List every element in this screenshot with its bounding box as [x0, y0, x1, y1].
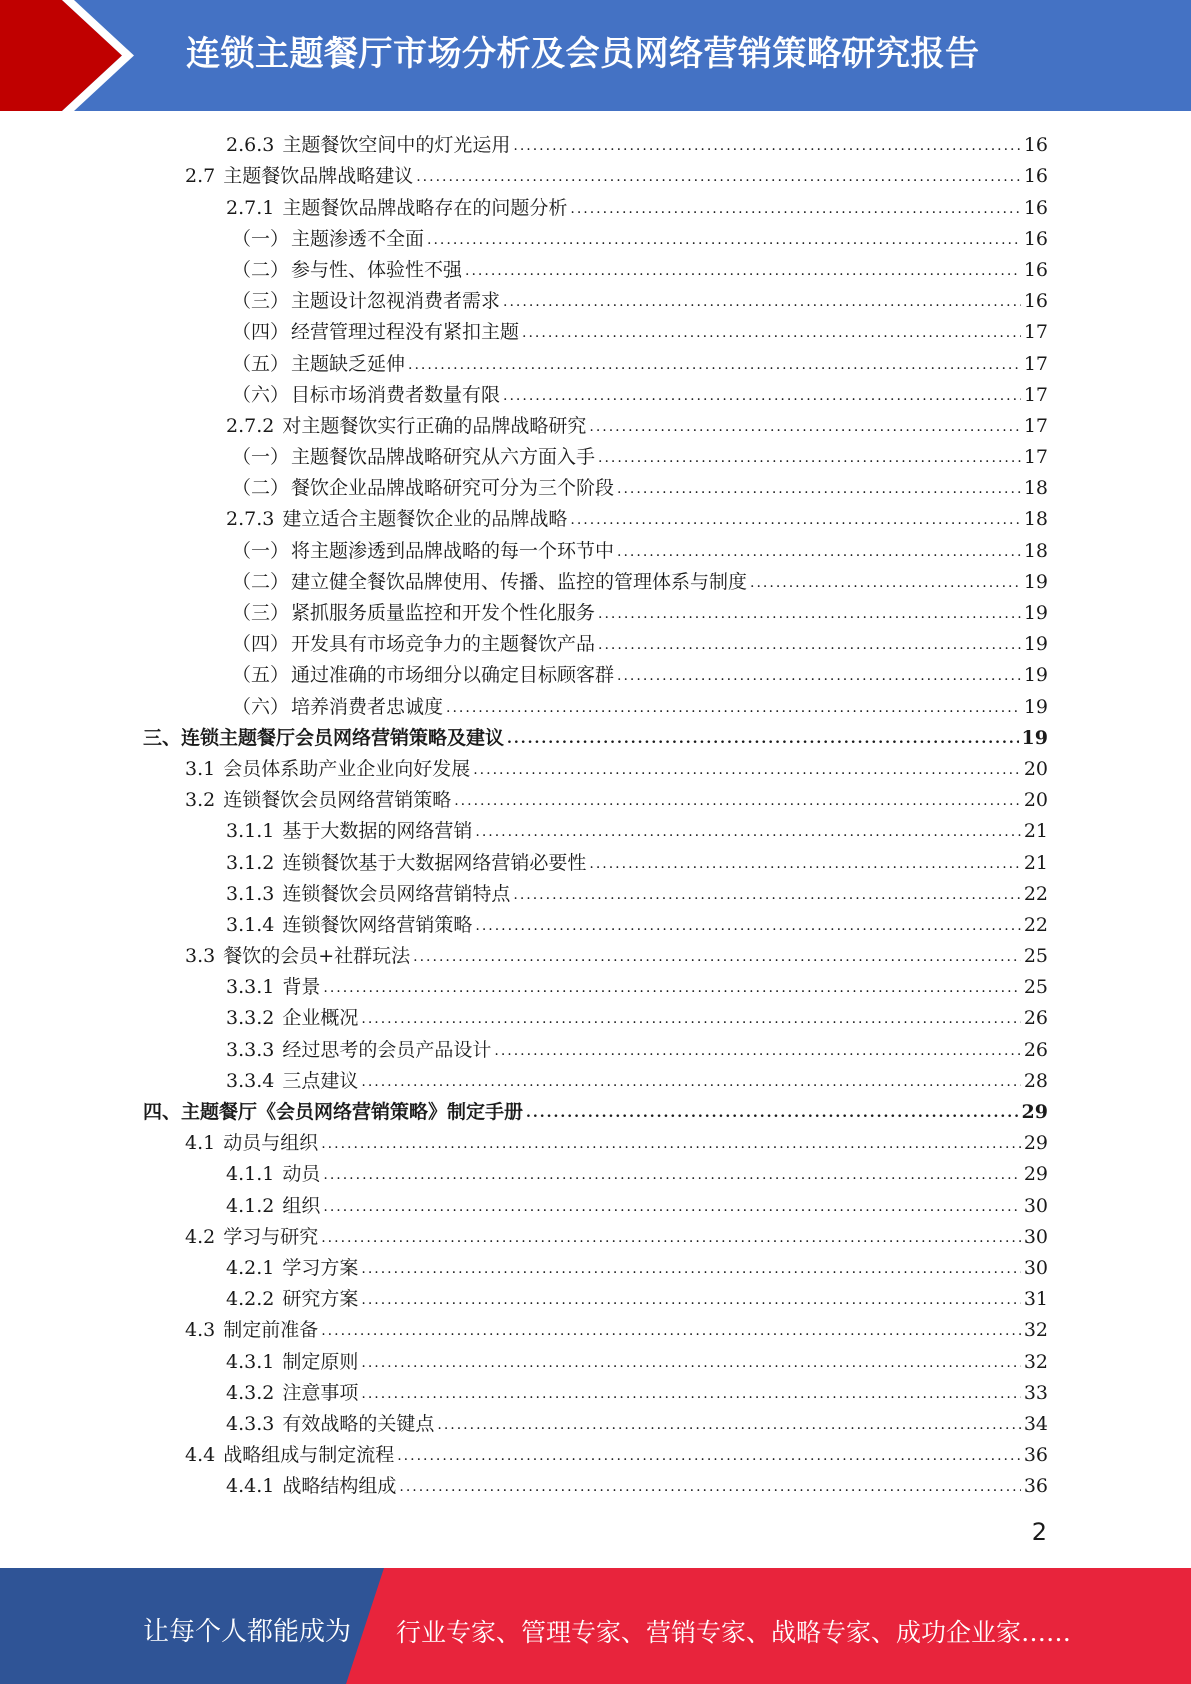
toc-entry-title: 主题缺乏延伸: [291, 352, 406, 375]
toc-entry-number: （五）: [232, 664, 290, 687]
toc-entry-number: 3.1: [185, 757, 216, 780]
toc-entry-title: 目标市场消费者数量有限: [291, 383, 501, 406]
toc-entry[interactable]: [0, 1343, 1191, 1374]
toc-entry-title: 培养消费者忠诚度: [291, 695, 444, 718]
toc-entry-page: 21: [1023, 851, 1048, 874]
toc-dot-leader: [513, 883, 1020, 907]
toc-entry-title: 动员: [282, 1163, 321, 1186]
toc-entry[interactable]: [0, 127, 1191, 158]
footer-slogan-right: 行业专家、管理专家、营销专家、战略专家、成功企业家……: [396, 1618, 1072, 1647]
toc-entry-title: 建立健全餐饮品牌使用、传播、监控的管理体系与制度: [291, 570, 748, 593]
toc-entry[interactable]: [0, 345, 1191, 376]
toc-entry-number: 3.1.1: [226, 820, 275, 843]
toc-entry-title: 三点建议: [282, 1069, 359, 1092]
toc-dot-leader: [321, 1226, 1021, 1250]
toc-dot-leader: [427, 228, 1021, 252]
toc-entry-title: 制定原则: [282, 1350, 359, 1373]
toc-entry-page: 29: [1023, 1163, 1048, 1186]
toc-dot-leader: [361, 1351, 1020, 1375]
toc-entry-number: 3.1.2: [226, 851, 275, 874]
toc-entry-number: （二）: [232, 570, 290, 593]
toc-entry-page: 33: [1023, 1381, 1048, 1404]
toc-entry[interactable]: [0, 1156, 1191, 1187]
toc-entry-title: 开发具有市场竞争力的主题餐饮产品: [291, 633, 596, 656]
toc-entry-number: 2.7.3: [226, 508, 275, 531]
toc-entry[interactable]: [0, 782, 1191, 813]
toc-dot-leader: [589, 852, 1020, 876]
toc-dot-leader: [361, 1257, 1020, 1281]
toc-entry-title: 餐饮企业品牌战略研究可分为三个阶段: [291, 477, 615, 500]
toc-entry-title: 研究方案: [282, 1288, 359, 1311]
toc-dot-leader: [321, 1319, 1021, 1343]
toc-entry-page: 18: [1023, 508, 1048, 531]
toc-entry-title: 制定前准备: [223, 1319, 319, 1342]
toc-entry[interactable]: [0, 938, 1191, 969]
toc-entry-title: 参与性、体验性不强: [291, 258, 463, 281]
toc-entry-title: 战略结构组成: [282, 1475, 397, 1498]
toc-entry-title: 主题餐饮品牌战略研究从六方面入手: [291, 446, 596, 469]
toc-entry-page: 17: [1023, 321, 1048, 344]
toc-entry[interactable]: [0, 314, 1191, 345]
toc-dot-leader: [526, 1101, 1019, 1125]
toc-entry[interactable]: [0, 657, 1191, 688]
toc-dot-leader: [446, 696, 1021, 720]
toc-entry-page: 26: [1023, 1038, 1048, 1061]
toc-entry-title: 连锁餐饮网络营销策略: [282, 913, 473, 936]
toc-entry-number: （三）: [232, 602, 290, 624]
toc-dot-leader: [321, 1132, 1021, 1156]
toc-entry[interactable]: [0, 1000, 1191, 1031]
toc-dot-leader: [408, 353, 1021, 377]
toc-entry-number: 4.2.2: [226, 1288, 275, 1311]
toc-entry-number: （四）: [232, 321, 290, 344]
toc-entry-title: 背景: [282, 976, 321, 999]
toc-entry-title: 主题餐饮品牌战略建议: [223, 165, 414, 188]
toc-entry-number: （五）: [232, 352, 290, 375]
toc-entry-title: 基于大数据的网络营销: [282, 820, 473, 843]
toc-dot-leader: [361, 1288, 1020, 1312]
toc-entry-page: 31: [1023, 1288, 1048, 1311]
toc-entry[interactable]: [0, 221, 1191, 252]
toc-entry[interactable]: [0, 283, 1191, 314]
toc-dot-leader: [323, 1163, 1020, 1187]
toc-dot-leader: [750, 571, 1021, 595]
toc-entry-number: 4.3.2: [226, 1381, 275, 1404]
toc-entry-number: （一）: [232, 446, 290, 469]
toc-entry-page: 30: [1023, 1194, 1048, 1217]
toc-entry-page: 17: [1023, 352, 1048, 375]
toc-entry-page: 16: [1023, 290, 1048, 313]
toc-entry-title: 将主题渗透到品牌战略的每一个环节中: [291, 539, 615, 562]
toc-entry[interactable]: [0, 532, 1191, 563]
toc-entry-number: （三）: [232, 290, 290, 313]
toc-entry-page: 25: [1023, 976, 1048, 999]
toc-entry[interactable]: [0, 470, 1191, 501]
toc-entry-title: 组织: [282, 1194, 321, 1217]
toc-entry-number: （二）: [232, 258, 290, 281]
toc-entry[interactable]: [0, 1125, 1191, 1156]
toc-entry-page: 28: [1023, 1069, 1048, 1092]
toc-entry[interactable]: [0, 595, 1191, 626]
toc-entry-number: 3.3.2: [226, 1007, 275, 1030]
toc-entry-title: 学习方案: [282, 1256, 359, 1279]
toc-entry[interactable]: [0, 751, 1191, 782]
toc-entry[interactable]: [0, 1187, 1191, 1218]
toc-entry[interactable]: [0, 1063, 1191, 1094]
toc-dot-leader: [598, 446, 1021, 470]
toc-entry-page: 20: [1023, 757, 1048, 780]
toc-entry[interactable]: [0, 1437, 1191, 1468]
toc-entry[interactable]: [0, 626, 1191, 657]
toc-entry[interactable]: [0, 1094, 1191, 1125]
toc-entry[interactable]: [0, 1250, 1191, 1281]
toc-entry-number: 4.2: [185, 1225, 216, 1248]
toc-entry-number: 3.1.3: [226, 882, 275, 905]
toc-dot-leader: [570, 197, 1020, 221]
toc-dot-leader: [465, 259, 1021, 283]
toc-dot-leader: [507, 727, 1019, 751]
toc-entry-title: 会员体系助产业企业向好发展: [223, 757, 471, 780]
toc-entry-page: 21: [1023, 820, 1048, 843]
toc-entry-page: 17: [1023, 446, 1048, 469]
toc-entry-page: 36: [1023, 1475, 1048, 1498]
toc-entry-title: 建立适合主题餐饮企业的品牌战略: [282, 508, 568, 531]
toc-entry-number: 3.3.3: [226, 1038, 275, 1061]
toc-entry-title: 三、连锁主题餐厅会员网络营销策略及建议: [143, 726, 505, 749]
toc-dot-leader: [416, 165, 1021, 189]
toc-entry-title: 连锁餐饮会员网络营销特点: [282, 882, 511, 905]
toc-entry[interactable]: [0, 377, 1191, 408]
toc-entry-number: 2.7.1: [226, 196, 275, 219]
toc-entry-number: （一）: [232, 227, 290, 250]
toc-dot-leader: [522, 321, 1021, 345]
toc-entry-title: 四、主题餐厅《会员网络营销策略》制定手册: [143, 1101, 524, 1123]
toc-entry-number: 3.3.4: [226, 1069, 275, 1092]
table-of-contents: [0, 127, 1191, 1499]
toc-entry-title: 经过思考的会员产品设计: [282, 1038, 492, 1061]
toc-entry-number: 3.3.1: [226, 976, 275, 999]
toc-dot-leader: [513, 134, 1020, 158]
toc-dot-leader: [617, 540, 1021, 564]
toc-entry-page: 16: [1023, 134, 1048, 157]
toc-dot-leader: [413, 945, 1021, 969]
toc-entry[interactable]: [0, 1375, 1191, 1406]
toc-entry[interactable]: [0, 969, 1191, 1000]
toc-dot-leader: [598, 602, 1021, 626]
toc-entry[interactable]: [0, 1468, 1191, 1499]
toc-entry-title: 主题餐饮品牌战略存在的问题分析: [282, 196, 568, 219]
toc-entry-page: 22: [1023, 882, 1048, 905]
toc-entry[interactable]: [0, 720, 1191, 751]
toc-entry-page: 17: [1023, 383, 1048, 406]
toc-entry-page: 25: [1023, 945, 1048, 968]
toc-dot-leader: [361, 1382, 1020, 1406]
toc-dot-leader: [494, 1039, 1020, 1063]
toc-entry-title: 学习与研究: [223, 1225, 319, 1248]
toc-entry-title: 注意事项: [282, 1381, 359, 1404]
footer-slogan-left: 让每个人都能成为: [143, 1617, 352, 1647]
toc-entry-page: 16: [1023, 165, 1048, 188]
toc-entry-page: 18: [1023, 477, 1048, 500]
toc-entry-title: 战略组成与制定流程: [223, 1444, 395, 1467]
toc-entry-number: 3.2: [185, 789, 216, 812]
toc-entry-title: 企业概况: [282, 1007, 359, 1030]
toc-entry-number: 4.1.1: [226, 1163, 275, 1186]
toc-dot-leader: [570, 508, 1020, 532]
toc-dot-leader: [475, 820, 1020, 844]
toc-dot-leader: [475, 914, 1020, 938]
toc-dot-leader: [437, 1413, 1020, 1437]
toc-entry-number: 4.3.1: [226, 1350, 275, 1373]
toc-dot-leader: [323, 976, 1020, 1000]
page-footer: [0, 1568, 1191, 1684]
toc-entry-title: 紧抓服务质量监控和开发个性化服务: [291, 602, 596, 624]
toc-entry-number: 4.2.1: [226, 1256, 275, 1279]
toc-entry-number: （二）: [232, 477, 290, 500]
toc-dot-leader: [598, 633, 1021, 657]
toc-entry[interactable]: [0, 158, 1191, 189]
toc-dot-leader: [454, 789, 1021, 813]
toc-entry[interactable]: [0, 408, 1191, 439]
toc-entry-title: 经营管理过程没有紧扣主题: [291, 321, 520, 344]
document-title: 连锁主题餐厅市场分析及会员网络营销策略研究报告: [186, 34, 980, 74]
toc-entry[interactable]: [0, 252, 1191, 283]
toc-entry-number: 4.1: [185, 1132, 216, 1155]
toc-dot-leader: [617, 664, 1021, 688]
toc-entry-title: 连锁餐饮基于大数据网络营销必要性: [282, 851, 587, 874]
toc-dot-leader: [399, 1475, 1020, 1499]
toc-entry[interactable]: [0, 439, 1191, 470]
toc-entry[interactable]: [0, 1406, 1191, 1437]
toc-entry[interactable]: [0, 1219, 1191, 1250]
toc-dot-leader: [361, 1007, 1020, 1031]
toc-entry-page: 34: [1023, 1412, 1048, 1435]
toc-entry[interactable]: [0, 189, 1191, 220]
toc-entry-page: 29: [1023, 1132, 1048, 1155]
toc-entry-title: 主题设计忽视消费者需求: [291, 290, 501, 313]
toc-dot-leader: [323, 1195, 1020, 1219]
toc-entry-page: 19: [1023, 602, 1048, 624]
toc-entry-number: 3.3: [185, 945, 216, 968]
toc-entry-page: 22: [1023, 913, 1048, 936]
toc-entry-number: 3.1.4: [226, 913, 275, 936]
toc-entry-number: 4.3: [185, 1319, 216, 1342]
toc-entry[interactable]: [0, 813, 1191, 844]
toc-entry-page: 32: [1023, 1319, 1048, 1342]
toc-entry-page: 16: [1023, 196, 1048, 219]
toc-entry[interactable]: [0, 1281, 1191, 1312]
toc-entry-page: 19: [1023, 570, 1048, 593]
toc-entry-number: （四）: [232, 633, 290, 656]
toc-entry-page: 16: [1023, 227, 1048, 250]
toc-dot-leader: [361, 1070, 1020, 1094]
toc-entry-page: 16: [1023, 258, 1048, 281]
toc-entry[interactable]: [0, 1312, 1191, 1343]
toc-entry-title: 动员与组织: [223, 1132, 319, 1155]
toc-entry-page: 19: [1023, 695, 1048, 718]
toc-dot-leader: [503, 290, 1021, 314]
toc-entry-page: 18: [1023, 539, 1048, 562]
toc-entry-number: （六）: [232, 383, 290, 406]
toc-entry-number: 2.7.2: [226, 414, 275, 437]
toc-entry-title: 主题渗透不全面: [291, 227, 425, 250]
toc-entry[interactable]: [0, 907, 1191, 938]
toc-entry[interactable]: [0, 844, 1191, 875]
page-number: 2: [1031, 1518, 1047, 1546]
toc-entry-number: 4.4.1: [226, 1475, 275, 1498]
toc-entry-page: 19: [1023, 664, 1048, 687]
toc-entry-page: 20: [1023, 789, 1048, 812]
toc-entry-number: （六）: [232, 695, 290, 718]
toc-entry-title: 通过准确的市场细分以确定目标顾客群: [291, 664, 615, 687]
toc-entry-number: 4.1.2: [226, 1194, 275, 1217]
toc-entry-title: 主题餐饮空间中的灯光运用: [282, 134, 511, 157]
toc-entry-page: 29: [1021, 1101, 1048, 1123]
toc-entry-page: 26: [1023, 1007, 1048, 1030]
toc-entry-page: 30: [1023, 1225, 1048, 1248]
toc-entry-page: 32: [1023, 1350, 1048, 1373]
toc-entry-title: 连锁餐饮会员网络营销策略: [223, 789, 452, 812]
toc-entry-page: 36: [1023, 1444, 1048, 1467]
toc-entry[interactable]: [0, 1031, 1191, 1062]
toc-entry-title: 有效战略的关键点: [282, 1412, 435, 1435]
toc-entry[interactable]: [0, 688, 1191, 719]
toc-entry-page: 17: [1023, 414, 1048, 437]
toc-entry-number: 4.3.3: [226, 1412, 275, 1435]
toc-entry-title: 餐饮的会员+社群玩法: [223, 945, 411, 968]
toc-entry-number: 4.4: [185, 1444, 216, 1467]
toc-entry-page: 19: [1021, 726, 1048, 749]
toc-entry[interactable]: [0, 876, 1191, 907]
toc-entry[interactable]: [0, 564, 1191, 595]
toc-entry[interactable]: [0, 501, 1191, 532]
toc-entry-number: 2.7: [185, 165, 216, 188]
toc-dot-leader: [473, 758, 1021, 782]
toc-entry-number: 2.6.3: [226, 134, 275, 157]
header-chevron-decoration: [0, 0, 160, 111]
toc-entry-page: 19: [1023, 633, 1048, 656]
toc-dot-leader: [397, 1444, 1021, 1468]
toc-dot-leader: [503, 384, 1021, 408]
toc-dot-leader: [589, 415, 1020, 439]
toc-dot-leader: [617, 477, 1021, 501]
page-header: [0, 0, 1191, 111]
toc-entry-number: （一）: [232, 539, 290, 562]
toc-entry-page: 30: [1023, 1256, 1048, 1279]
toc-entry-title: 对主题餐饮实行正确的品牌战略研究: [282, 414, 587, 437]
